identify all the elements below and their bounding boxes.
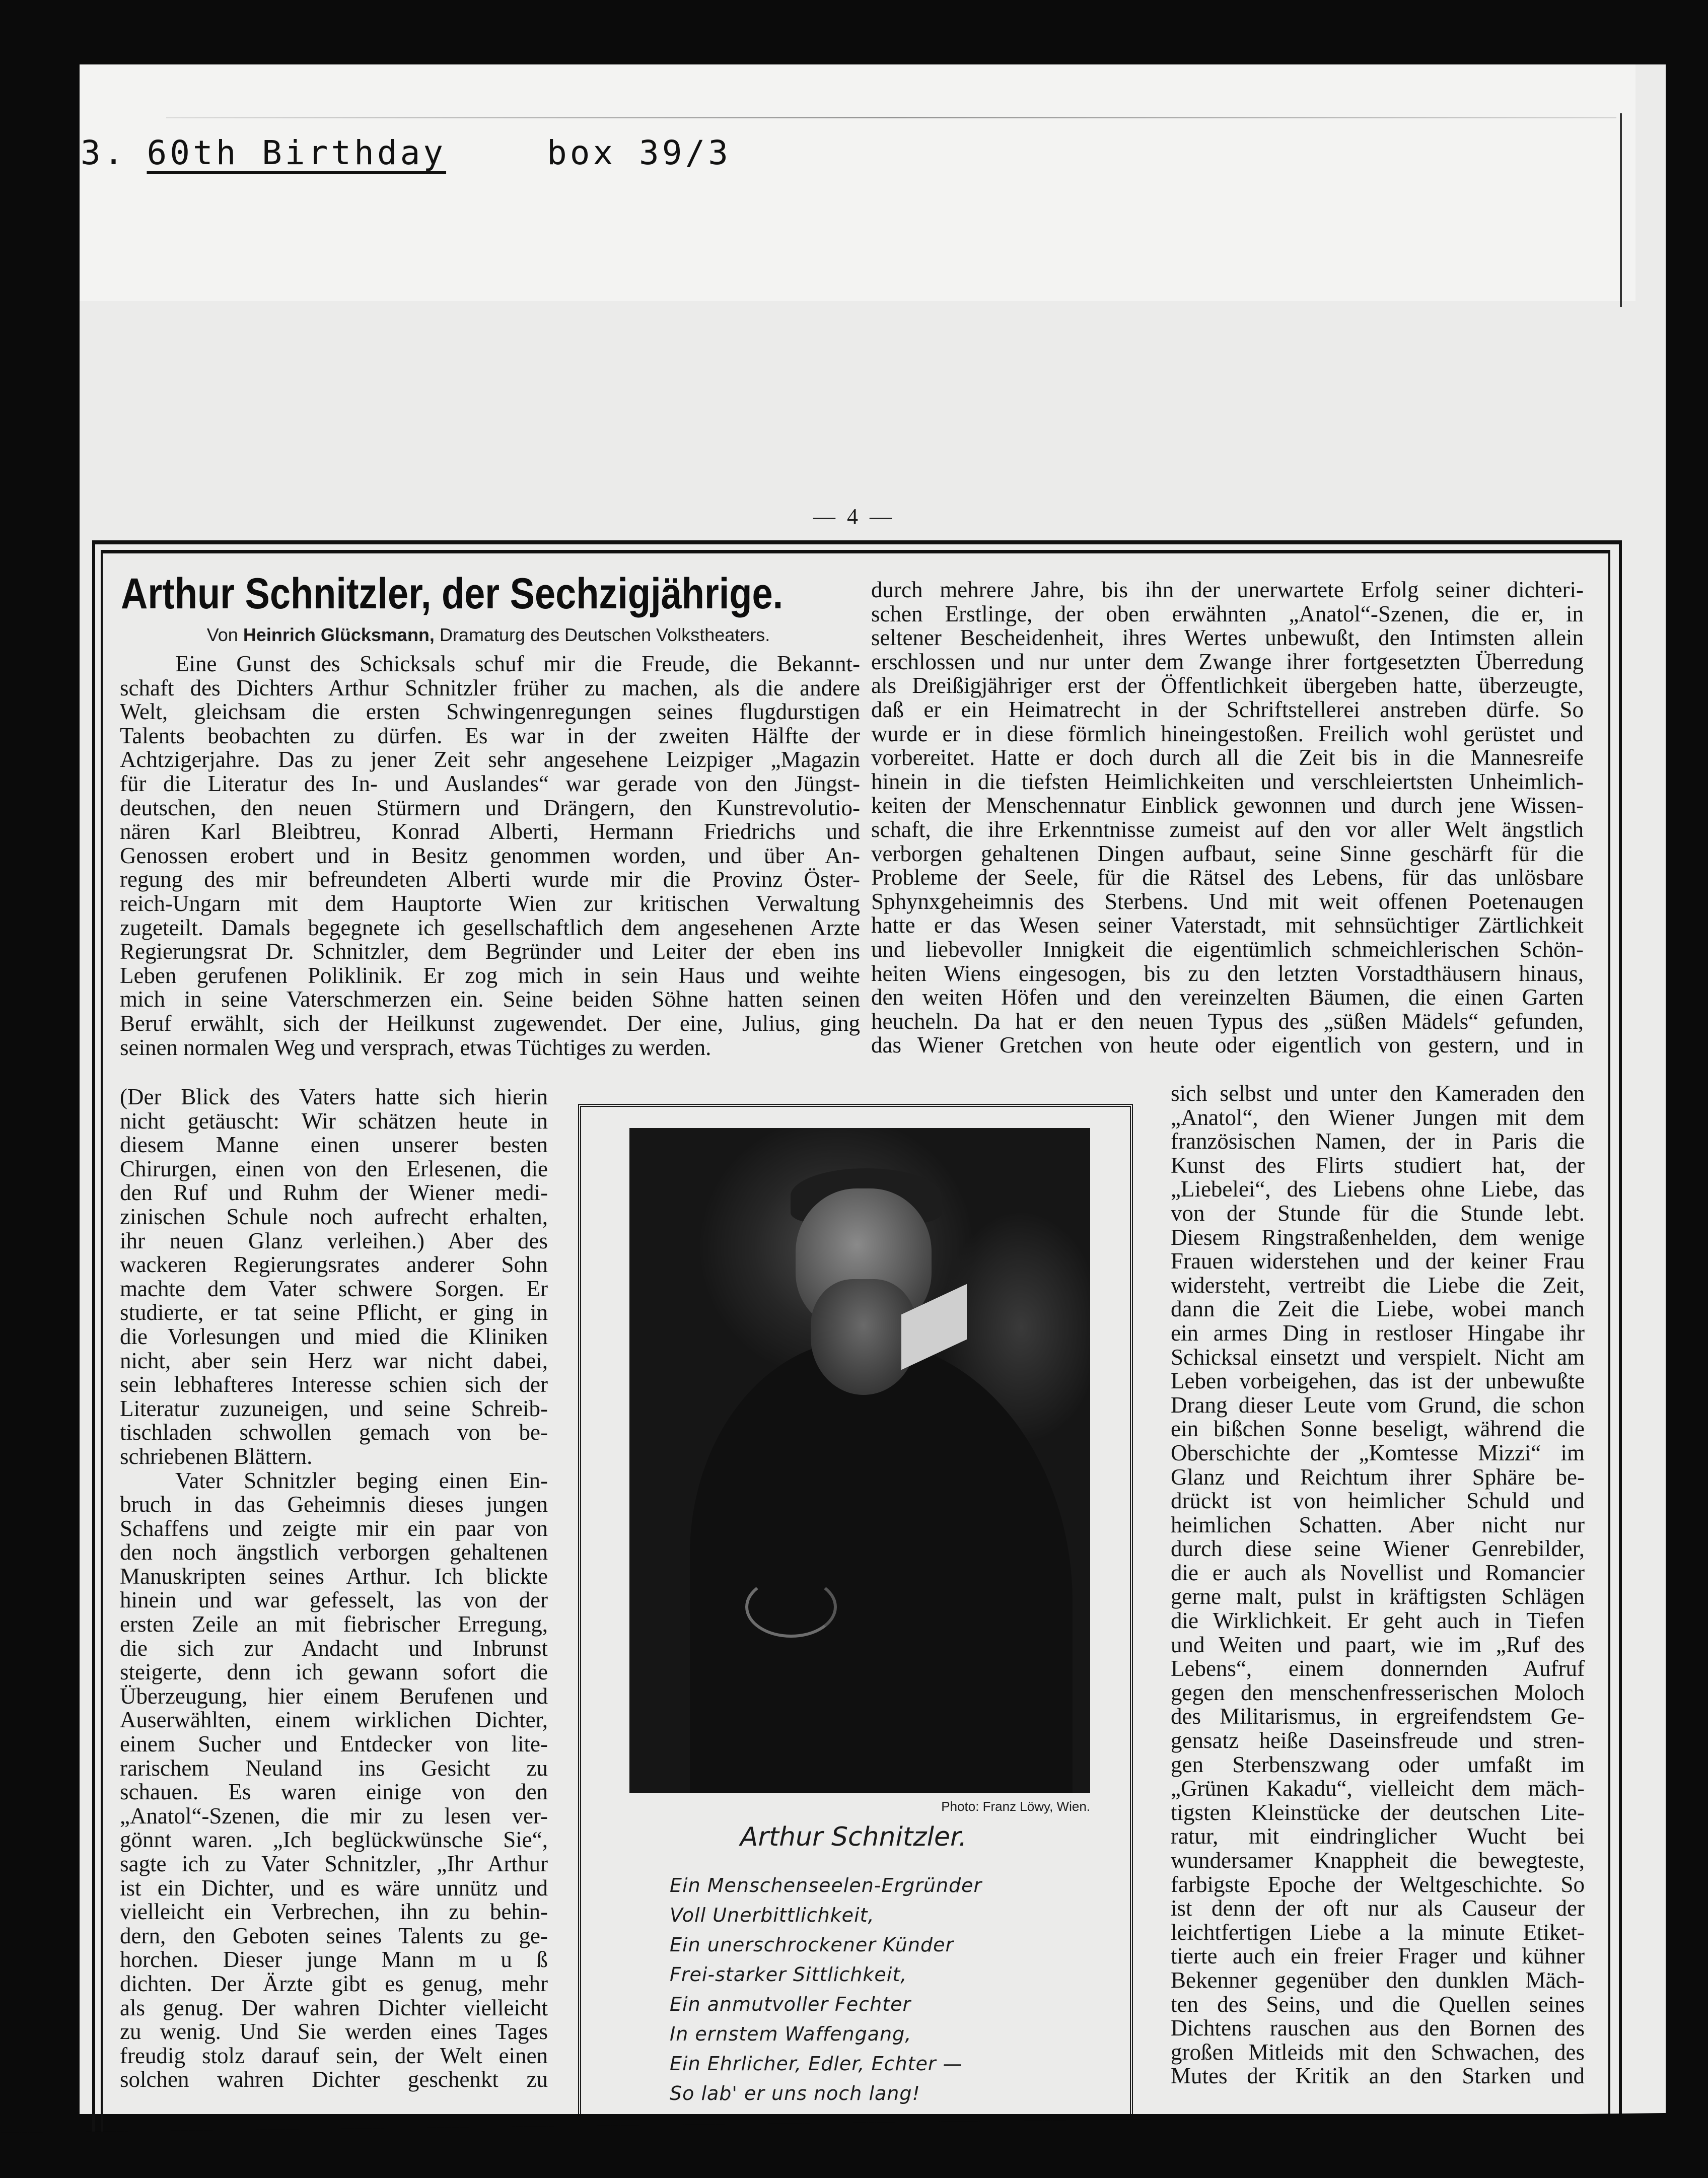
article-column-left-top <box>120 652 860 1060</box>
text-line: machte dem Vater schwere Sorgen. Er <box>120 1276 548 1301</box>
text-line: „Grünen Kakadu“, vielleicht dem mäch- <box>1171 1776 1585 1801</box>
text-line: studierte, er tat seine Pflicht, er ging in <box>120 1300 548 1325</box>
text-line: zinischen Schule noch aufrecht erhalten, <box>120 1204 548 1229</box>
slip-edge <box>1620 113 1622 307</box>
text-line: Diesem Ringstraßenhelden, dem wenige <box>1171 1224 1585 1250</box>
text-line: bruch in das Geheimnis dieses jungen <box>120 1492 548 1517</box>
text-line: ten des Seins, und die Quellen seines <box>1171 1991 1585 2017</box>
text-line: zu wenig. Und Sie werden eines Tages <box>120 2019 548 2045</box>
poem-verse: Ein Ehrlicher, Edler, Echter — <box>670 2053 963 2075</box>
text-line: Welt, gleichsam die ersten Schwingenregungen seines flugdurstigen <box>120 699 860 725</box>
text-line: die Vorlesungen und mied die Kliniken <box>120 1323 548 1349</box>
text-line: regung des mir befreundeten Alberti wurde mir die Provinz Öster- <box>120 867 860 892</box>
text-line: schaft des Dichters Arthur Schnitzler früher zu machen, als die andere <box>120 675 860 700</box>
text-line: reich-Ungarn mit dem Hauptorte Wien zur kritischen Verwaltung <box>120 890 860 916</box>
text-line: Literatur zuzuneigen, und seine Schreib- <box>120 1395 548 1421</box>
text-line: sich selbst und unter den Kameraden den <box>1171 1081 1585 1106</box>
text-line: mich in seine Vaterschmerzen ein. Seine beiden Söhne hatten seinen <box>120 987 860 1012</box>
text-line: dichten. Der Ärzte gibt es genug, mehr <box>120 1971 548 1996</box>
text-line: Frauen widerstehen und der keiner Frau <box>1171 1248 1585 1274</box>
text-line: gensatz heiße Daseinsfreude und stren- <box>1171 1728 1585 1753</box>
text-line: das Wiener Gretchen von heute oder eigentlich von gestern, und in <box>871 1032 1584 1058</box>
text-line: und liebevoller Innigkeit die eigentümlich schmeichlerischen Schön- <box>871 936 1584 962</box>
text-line: Schaffens und zeigte mir ein paar von <box>120 1515 548 1541</box>
article-column-left <box>120 1085 548 2092</box>
text-line: Beruf erwählt, sich der Heilkunst zugewendet. Der eine, Julius, ging <box>120 1010 860 1036</box>
text-line: vielleicht ein Verbrechen, ihn zu behin- <box>120 1899 548 1925</box>
text-line: Achtzigerjahre. Das zu jener Zeit sehr angesehene Leizpiger „Magazin <box>120 747 860 772</box>
text-line: zugeteilt. Damals begegnete ich gesellschaftlich dem angesehenen Arzte <box>120 915 860 940</box>
text-line: ersten Zeile an mit fiebrischer Erregung, <box>120 1611 548 1637</box>
text-line: Bekenner gegenüber den dunklen Mäch- <box>1171 1967 1585 1993</box>
text-line: einem Sucher und Entdecker von lite- <box>120 1731 548 1757</box>
byline-author: Heinrich Glücksmann, <box>243 624 435 645</box>
text-line: hinein und war gefesselt, las von der <box>120 1587 548 1613</box>
text-line: schauen. Es waren einige von den <box>120 1779 548 1805</box>
text-line: Drang dieser Leute vom Grund, die schon <box>1171 1392 1585 1418</box>
portrait-beard <box>811 1279 916 1395</box>
text-line: widersteht, vertreibt die Liebe die Zeit, <box>1171 1272 1585 1298</box>
text-line: „Anatol“-Szenen, die mir zu lesen ver- <box>120 1803 548 1829</box>
photo-credit: Photo: Franz Löwy, Wien. <box>941 1799 1090 1814</box>
text-line: Eine Gunst des Schicksals schuf mir die Freude, die Bekannt- <box>175 651 860 676</box>
text-line: Überzeugung, hier einem Berufenen und <box>120 1683 548 1709</box>
text-line: sein lebhafteres Interesse schien sich der <box>120 1372 548 1397</box>
text-line: gegen den menschenfresserischen Moloch <box>1171 1679 1585 1705</box>
text-line: und Weiten und paart, wie im „Ruf des <box>1171 1632 1585 1657</box>
label-box: box 39/3 <box>547 133 731 172</box>
text-line: heimlichen Schatten. Aber nicht nur <box>1171 1512 1585 1537</box>
text-line: seltener Bescheidenheit, ihres Wertes unbewußt, den Intimsten allein <box>871 625 1584 651</box>
text-line: Talents beobachten zu dürfen. Es war in der zweiten Hälfte der <box>120 723 860 748</box>
text-line: hinein in die tiefsten Heimlichkeiten und verschleiertsten Unheimlich- <box>871 768 1584 794</box>
text-line: Chirurgen, einen von den Erlesenen, die <box>120 1156 548 1181</box>
text-line: deutschen, den neuen Stürmern und Drängern, den Kunstrevolutio- <box>120 795 860 820</box>
article-column-right-top <box>871 578 1584 1058</box>
portrait-body <box>690 1340 1073 1793</box>
text-line: Kunst des Flirts studiert hat, der <box>1171 1152 1585 1178</box>
text-line: gerne malt, pulst in kräftigsten Schlägen <box>1171 1584 1585 1609</box>
text-line: dern, den Geboten seines Talents zu ge- <box>120 1923 548 1948</box>
text-line: ein armes Ding in restloser Hingabe ihr <box>1171 1320 1585 1346</box>
page-number: — 4 — <box>813 504 895 529</box>
text-line: Regierungsrat Dr. Schnitzler, dem Begründer und Leiter der eben ins <box>120 939 860 964</box>
text-line: dann die Zeit die Liebe, wobei manch <box>1171 1296 1585 1322</box>
text-line: (Der Blick des Vaters hatte sich hierin <box>120 1084 548 1109</box>
text-line: „Anatol“, den Wiener Jungen mit dem <box>1171 1104 1585 1130</box>
byline-role: Dramaturg des Deutschen Volkstheaters. <box>439 624 770 645</box>
text-line: den Ruf und Ruhm der Wiener medi- <box>120 1180 548 1206</box>
text-line: „Liebelei“, des Liebens ohne Liebe, das <box>1171 1176 1585 1202</box>
text-line: seinen normalen Weg und versprach, etwas Tüchtiges zu werden. <box>120 1034 711 1060</box>
text-line: Lebens“, einem donnernden Aufruf <box>1171 1656 1585 1681</box>
text-line: sagte ich zu Vater Schnitzler, „Ihr Arthur <box>120 1851 548 1876</box>
text-line: schen Erstlinge, der oben erwähnten „Anatol“-Szenen, die er, in <box>871 601 1584 626</box>
text-line: rarischem Neuland ins Gesicht zu <box>120 1755 548 1781</box>
text-line: durch diese seine Wiener Genrebilder, <box>1171 1536 1585 1562</box>
text-line: als genug. Der wahren Dichter vielleicht <box>120 1995 548 2020</box>
text-line: nicht, aber sein Herz war nicht dabei, <box>120 1348 548 1373</box>
text-line: tigsten Kleinstücke der deutschen Lite- <box>1171 1799 1585 1825</box>
text-line: diesem Manne einen unserer besten <box>120 1132 548 1158</box>
text-line: schriebenen Blättern. <box>120 1443 313 1469</box>
text-line: für die Literatur des In- und Auslandes“ war gerade von den Jüngst- <box>120 770 860 796</box>
text-line: leichtfertigen Liebe a la minute Etiket- <box>1171 1919 1585 1945</box>
text-line: als Dreißigjähriger erst der Öffentlichkeit übergeben hatte, überzeugte, <box>871 673 1584 698</box>
text-line: daß er ein Heimatrecht in der Schriftstellerei anstreben dürfe. So <box>871 696 1584 722</box>
text-line: wundersamer Knappheit die bewegteste, <box>1171 1848 1585 1873</box>
text-line: Oberschichte der „Komtesse Mizzi“ im <box>1171 1440 1585 1465</box>
text-line: Glanz und Reichtum ihrer Sphäre be- <box>1171 1464 1585 1490</box>
text-line: die sich zur Andacht und Inbrunst <box>120 1635 548 1661</box>
portrait-photo <box>629 1128 1090 1793</box>
poem-verse: Ein anmutvoller Fechter <box>670 1993 911 2015</box>
text-line: ist denn der oft nur als Causeur der <box>1171 1895 1585 1921</box>
text-line: schaft, die ihre Erkenntnisse zumeist auf den vor aller Welt ängstlich <box>871 816 1584 842</box>
text-line: farbigste Epoche der Weltgeschichte. So <box>1171 1871 1585 1897</box>
text-line: französischen Namen, der in Paris die <box>1171 1129 1585 1154</box>
text-line: die er auch als Novellist und Romancier <box>1171 1560 1585 1585</box>
text-line: steigerte, denn ich gewann sofort die <box>120 1659 548 1685</box>
archive-label <box>81 133 731 172</box>
text-line: durch mehrere Jahre, bis ihn der unerwartete Erfolg seiner dichteri- <box>871 577 1584 602</box>
text-line: heiten Wiens eingesogen, bis zu den letzten Vorstadthäusern hinaus, <box>871 960 1584 986</box>
text-line: Auserwählten, einem wirklichen Dichter, <box>120 1707 548 1733</box>
text-line: keiten der Menschennatur Einblick gewonnen und durch jene Wissen- <box>871 793 1584 818</box>
portrait-hand <box>745 1576 837 1638</box>
text-line: tischladen schwollen gemach von be- <box>120 1420 548 1445</box>
article-column-right <box>1171 1082 1585 2088</box>
text-line: ein bißchen Sonne beseligt, während die <box>1171 1416 1585 1442</box>
text-line: heucheln. Da hat er den neuen Typus des „süßen Mädels“ gefunden, <box>871 1008 1584 1034</box>
text-line: Leben gerufenen Poliklinik. Er zog mich in sein Haus und weihte <box>120 962 860 988</box>
label-topic: 60th Birthday <box>147 133 447 172</box>
text-line: solchen wahren Dichter geschenkt zu <box>120 2067 548 2092</box>
text-line: Vater Schnitzler beging einen Ein- <box>175 1467 548 1493</box>
text-line: wackeren Regierungsrates anderer Sohn <box>120 1252 548 1278</box>
text-line: gönnt waren. „Ich beglückwünsche Sie“, <box>120 1827 548 1853</box>
text-line: wurde er in diese förmlich hineingestoßen. Freilich wohl gerüstet und <box>871 721 1584 746</box>
scan-background <box>0 0 80 2175</box>
text-line: gen Sterbenszwang oder umfaßt im <box>1171 1751 1585 1777</box>
text-line: ihr neuen Glanz verleihen.) Aber des <box>120 1228 548 1253</box>
text-line: erschlossen und nur unter dem Zwange ihrer fortgesetzten Überredung <box>871 649 1584 674</box>
byline-prefix: Von <box>206 624 238 645</box>
slip-fold-line <box>166 117 1616 118</box>
text-line: vorbereitet. Hatte er doch durch all die Zeit bis in die Mannesreife <box>871 745 1584 770</box>
text-line: des Militarismus, in ergreifendstem Ge- <box>1171 1704 1585 1729</box>
text-line: den noch ängstlich verborgen gehaltenen <box>120 1539 548 1565</box>
article-headline: Arthur Schnitzler, der Sechzigjährige. <box>121 570 784 618</box>
text-line: Manuskripten seines Arthur. Ich blickte <box>120 1563 548 1589</box>
poem-verse: Ein Menschenseelen-Ergründer <box>670 1874 982 1896</box>
text-line: ratur, mit eindringlicher Wucht bei <box>1171 1823 1585 1849</box>
text-line: tierte auch ein freier Frager und kühner <box>1171 1943 1585 1969</box>
text-line: drückt ist von heimlicher Schuld und <box>1171 1488 1585 1514</box>
text-line: horchen. Dieser junge Mann m u ß <box>120 1947 548 1973</box>
label-number: 3. <box>81 133 127 172</box>
text-line: verborgen gehaltenen Dingen aufbaut, seine Sinne geschärft für die <box>871 840 1584 866</box>
text-line: von der Stunde für die Stunde lebt. <box>1171 1200 1585 1226</box>
text-line: Leben vorbeigehen, das ist der unbewußte <box>1171 1368 1585 1394</box>
text-line: Sphynxgeheimnis des Sterbens. Und mit weit offenen Poetenaugen <box>871 888 1584 914</box>
poem-verse: Voll Unerbittlichkeit, <box>670 1904 875 1926</box>
text-line: Mutes der Kritik an den Starken und <box>1171 2063 1585 2089</box>
poem-verse: Frei-starker Sittlichkeit, <box>670 1963 907 1986</box>
text-line: ist ein Dichter, und es wäre unnütz und <box>120 1875 548 1901</box>
text-line: Dichtens rauschen aus den Bornen des <box>1171 2015 1585 2041</box>
archive-label-slip <box>80 64 1635 301</box>
text-line: freudig stolz darauf sein, der Welt einen <box>120 2043 548 2068</box>
text-line: hatte er das Wesen seiner Vaterstadt, mit sehnsüchtiger Zärtlichkeit <box>871 912 1584 938</box>
poem-verse: In ernstem Waffengang, <box>670 2023 912 2045</box>
text-line: Probleme der Seele, für die Rätsel des Lebens, für das unlösbare <box>871 865 1584 890</box>
text-line: großen Mitleids mit den Schwachen, des <box>1171 2039 1585 2065</box>
text-line: nicht getäuscht: Wir schätzen heute in <box>120 1108 548 1134</box>
poem-verse: So lab' er uns noch lang! <box>670 2082 920 2104</box>
text-line: nären Karl Bleibtreu, Konrad Alberti, Hermann Friedrichs und <box>120 819 860 845</box>
text-line: den weiten Höfen und den vereinzelten Bäumen, die einen Garten <box>871 985 1584 1010</box>
poem-title: Arthur Schnitzler. <box>740 1822 967 1852</box>
article-byline <box>121 624 856 646</box>
text-line: Genossen erobert und in Besitz genommen worden, und über An- <box>120 842 860 868</box>
poem-verse: Ein unerschrockener Künder <box>670 1934 954 1956</box>
text-line: die Wirklichkeit. Er geht auch in Tiefen <box>1171 1608 1585 1634</box>
text-line: Schicksal einsetzt und verspielt. Nicht am <box>1171 1344 1585 1370</box>
poem <box>670 1871 1103 2109</box>
